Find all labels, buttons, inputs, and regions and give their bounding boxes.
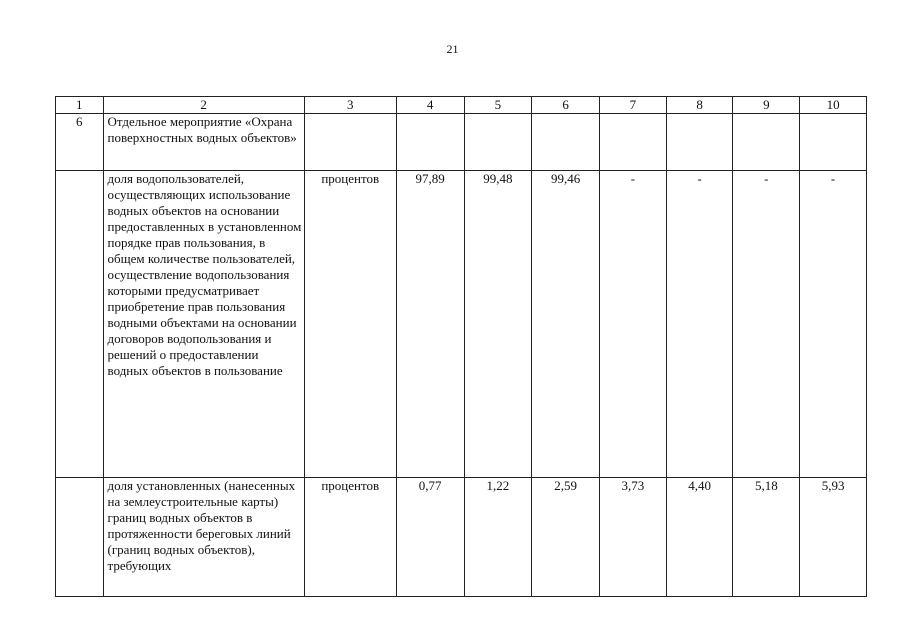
empty-cell [56, 171, 104, 478]
header-cell: 7 [600, 97, 667, 114]
page-number: 21 [446, 42, 459, 56]
indicator-unit: процентов [304, 478, 396, 597]
section-index: 6 [56, 114, 104, 171]
header-cell: 2 [103, 97, 304, 114]
section-title: Отдельное мероприятие «Охрана поверхностных водных объектов» [103, 114, 304, 171]
empty-cell [666, 114, 733, 171]
indicator-description: доля установленных (нанесенных на землеустроительные карты) границ водных объектов в протяженности береговых линий (границ водных объектов), требующих [103, 478, 304, 597]
empty-cell [304, 114, 396, 171]
value-cell: 3,73 [600, 478, 667, 597]
header-cell: 3 [304, 97, 396, 114]
empty-cell [464, 114, 532, 171]
value-cell: 5,93 [800, 478, 867, 597]
empty-cell [396, 114, 464, 171]
header-cell: 1 [56, 97, 104, 114]
empty-cell [56, 478, 104, 597]
value-cell: 99,48 [464, 171, 532, 478]
empty-cell [532, 114, 600, 171]
header-cell: 5 [464, 97, 532, 114]
table-row [56, 478, 867, 597]
value-cell: 4,40 [666, 478, 733, 597]
empty-cell [600, 114, 667, 171]
header-cell: 4 [396, 97, 464, 114]
value-cell: 5,18 [733, 478, 800, 597]
header-cell: 10 [800, 97, 867, 114]
header-cell: 8 [666, 97, 733, 114]
indicator-description: доля водопользователей, осуществляющих использование водных объектов на основании предоставленных в установленном порядке прав пользования, в общем количестве пользователей, осуществление водопользования которыми предусматривает приобретение прав пользования водными объектами на основании договоров водопользования и решений о предоставлении водных объектов в пользование [103, 171, 304, 478]
value-cell: - [733, 171, 800, 478]
value-cell: - [600, 171, 667, 478]
indicator-unit: процентов [304, 171, 396, 478]
header-cell: 9 [733, 97, 800, 114]
value-cell: - [666, 171, 733, 478]
value-cell: 97,89 [396, 171, 464, 478]
value-cell: 99,46 [532, 171, 600, 478]
section-row [56, 114, 867, 171]
value-cell: 0,77 [396, 478, 464, 597]
header-cell: 6 [532, 97, 600, 114]
empty-cell [733, 114, 800, 171]
value-cell: 1,22 [464, 478, 532, 597]
empty-cell [800, 114, 867, 171]
header-row [56, 97, 867, 114]
value-cell: 2,59 [532, 478, 600, 597]
table-row [56, 171, 867, 478]
indicators-table [55, 96, 867, 597]
value-cell: - [800, 171, 867, 478]
